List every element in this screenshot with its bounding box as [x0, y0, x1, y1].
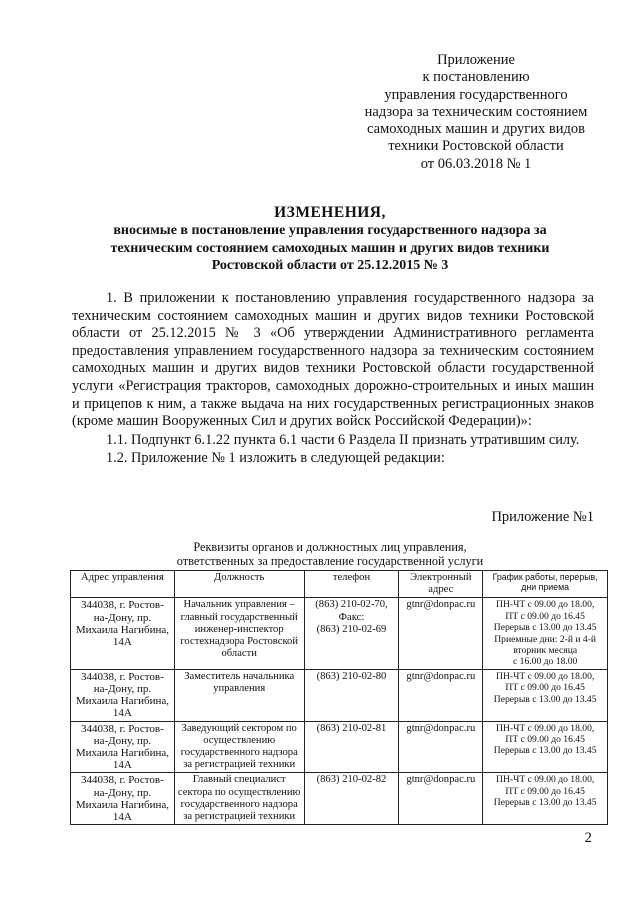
schedule-line: ПТ с 09.00 до 16.45 — [505, 734, 585, 746]
cell-schedule — [483, 773, 608, 825]
cell-position: Заместитель начальника управления — [174, 669, 304, 721]
cell-phone — [304, 721, 399, 773]
document-heading — [70, 203, 590, 275]
schedule-line: ПТ с 09.00 до 16.45 — [505, 682, 585, 694]
phone-line: (863) 210-02-80 — [316, 670, 387, 682]
fax-line: (863) 210-02-69 — [316, 623, 387, 635]
cell-address: 344038, г. Ростов-на-Дону, пр. Михаила Нагибина, 14А — [71, 773, 175, 825]
table-row — [71, 721, 608, 773]
table-caption-line: ответственных за предоставление государственной услуги — [176, 553, 484, 568]
table-row — [71, 669, 608, 721]
body-paragraph: 1.1. Подпункт 6.1.22 пункта 6.1 части 6 Раздела II признать утратившим силу. — [106, 431, 580, 448]
table-caption — [70, 541, 590, 568]
cell-position: Начальник управления – главный государственный инженер-инспектор гостехнадзора Ростовской области — [174, 598, 304, 669]
body-paragraph: 1. В приложении к постановлению управления государственного надзора за техническим состоянием самоходных машин и других видов техники Ростовской области от 25.12.2015 № 3 «Об утверждении Административного регламента предоставления управлением государственного надзора за техническим состоянием самоходных машин и других видов техники Ростовской области государственной услуги «Регистрация тракторов, самоходных дорожно-строительных и иных машин и прицепов к ним, а также выдача на них государственных регистрационных знаков (кроме машин Вооруженных Сил и других войск Российской Федерации)»: — [72, 290, 594, 430]
cell-schedule — [483, 669, 608, 721]
cell-phone — [304, 669, 399, 721]
cell-email: gtnr@donpac.ru — [399, 669, 483, 721]
cell-phone — [304, 598, 399, 669]
schedule-line: ПН-ЧТ с 09.00 до 18.00, — [496, 774, 595, 786]
cell-email: gtnr@donpac.ru — [399, 598, 483, 669]
schedule-line: ПТ с 09.00 до 16.45 — [505, 610, 585, 622]
schedule-line: ПН-ЧТ с 09.00 до 18.00, — [496, 670, 595, 682]
phone-line: (863) 210-02-81 — [316, 722, 387, 734]
page-number: 2 — [584, 830, 592, 846]
schedule-line: с 16.00 до 18.00 — [513, 656, 578, 668]
appendix-header-line: техники Ростовской области — [388, 138, 564, 155]
cell-position: Главный специалист сектора по осуществлению государственного надзора за регистрацией техники — [174, 773, 304, 825]
schedule-line: Перерыв с 13.00 до 13.45 — [493, 745, 597, 757]
cell-address: 344038, г. Ростов-на-Дону, пр. Михаила Нагибина, 14А — [71, 598, 175, 669]
appendix-header-line: к постановлению — [422, 69, 530, 86]
fax-label: Факс: — [338, 611, 365, 623]
schedule-line: ПН-ЧТ с 09.00 до 18.00, — [496, 599, 595, 611]
appendix-header-line: Приложение — [437, 52, 515, 68]
schedule-line: ПН-ЧТ с 09.00 до 18.00, — [496, 722, 595, 734]
table-header-row — [71, 571, 608, 598]
appendix-header-line: надзора за техническим состоянием — [364, 103, 588, 120]
schedule-line: Перерыв с 13.00 до 13.45 — [493, 693, 597, 705]
cell-address: 344038, г. Ростов-на-Дону, пр. Михаила Нагибина, 14А — [71, 669, 175, 721]
heading-title: ИЗМЕНЕНИЯ, — [274, 204, 386, 221]
cell-email: gtnr@donpac.ru — [399, 773, 483, 825]
body-paragraph: 1.2. Приложение № 1 изложить в следующей редакции: — [106, 450, 445, 467]
cell-schedule — [483, 598, 608, 669]
appendix-header — [340, 52, 612, 173]
heading-subtitle-line: техническим состоянием самоходных машин и других видов техники — [110, 240, 550, 256]
cell-email: gtnr@donpac.ru — [399, 721, 483, 773]
table-caption-line: Реквизиты органов и должностных лиц управления, — [193, 540, 467, 554]
appendix-header-line: от 06.03.2018 № 1 — [420, 155, 532, 172]
phone-line: (863) 210-02-70, — [315, 599, 388, 611]
schedule-line: Перерыв с 13.00 до 13.45 — [493, 797, 597, 809]
header-schedule: График работы, перерыв, дни приема — [483, 571, 608, 598]
cell-address: 344038, г. Ростов-на-Дону, пр. Михаила Нагибина, 14А — [71, 721, 175, 773]
header-email: Электронный адрес — [399, 571, 483, 598]
cell-position: Заведующий сектором по осуществлению государственного надзора за регистрацией техники — [174, 721, 304, 773]
schedule-line: Приемные дни: 2-й и 4-й вторник месяца — [494, 633, 597, 657]
appendix-label: Приложение №1 — [491, 509, 594, 525]
header-position: Должность — [174, 571, 304, 598]
heading-subtitle-line: Ростовской области от 25.12.2015 № 3 — [211, 258, 449, 273]
cell-schedule — [483, 721, 608, 773]
schedule-line: ПТ с 09.00 до 16.45 — [505, 785, 585, 797]
phone-line: (863) 210-02-82 — [316, 774, 387, 786]
table-row — [71, 773, 608, 825]
schedule-line: Перерыв с 13.00 до 13.45 — [493, 622, 597, 634]
heading-subtitle-line: вносимые в постановление управления государственного надзора за — [113, 223, 547, 238]
document-body — [72, 290, 594, 468]
header-phone: телефон — [304, 571, 399, 598]
header-address: Адрес управления — [71, 571, 175, 598]
appendix-header-line: управления государственного — [384, 86, 568, 103]
cell-phone — [304, 773, 399, 825]
table-row — [71, 598, 608, 669]
requisites-table — [70, 570, 608, 825]
appendix-header-line: самоходных машин и других видов — [367, 121, 585, 138]
